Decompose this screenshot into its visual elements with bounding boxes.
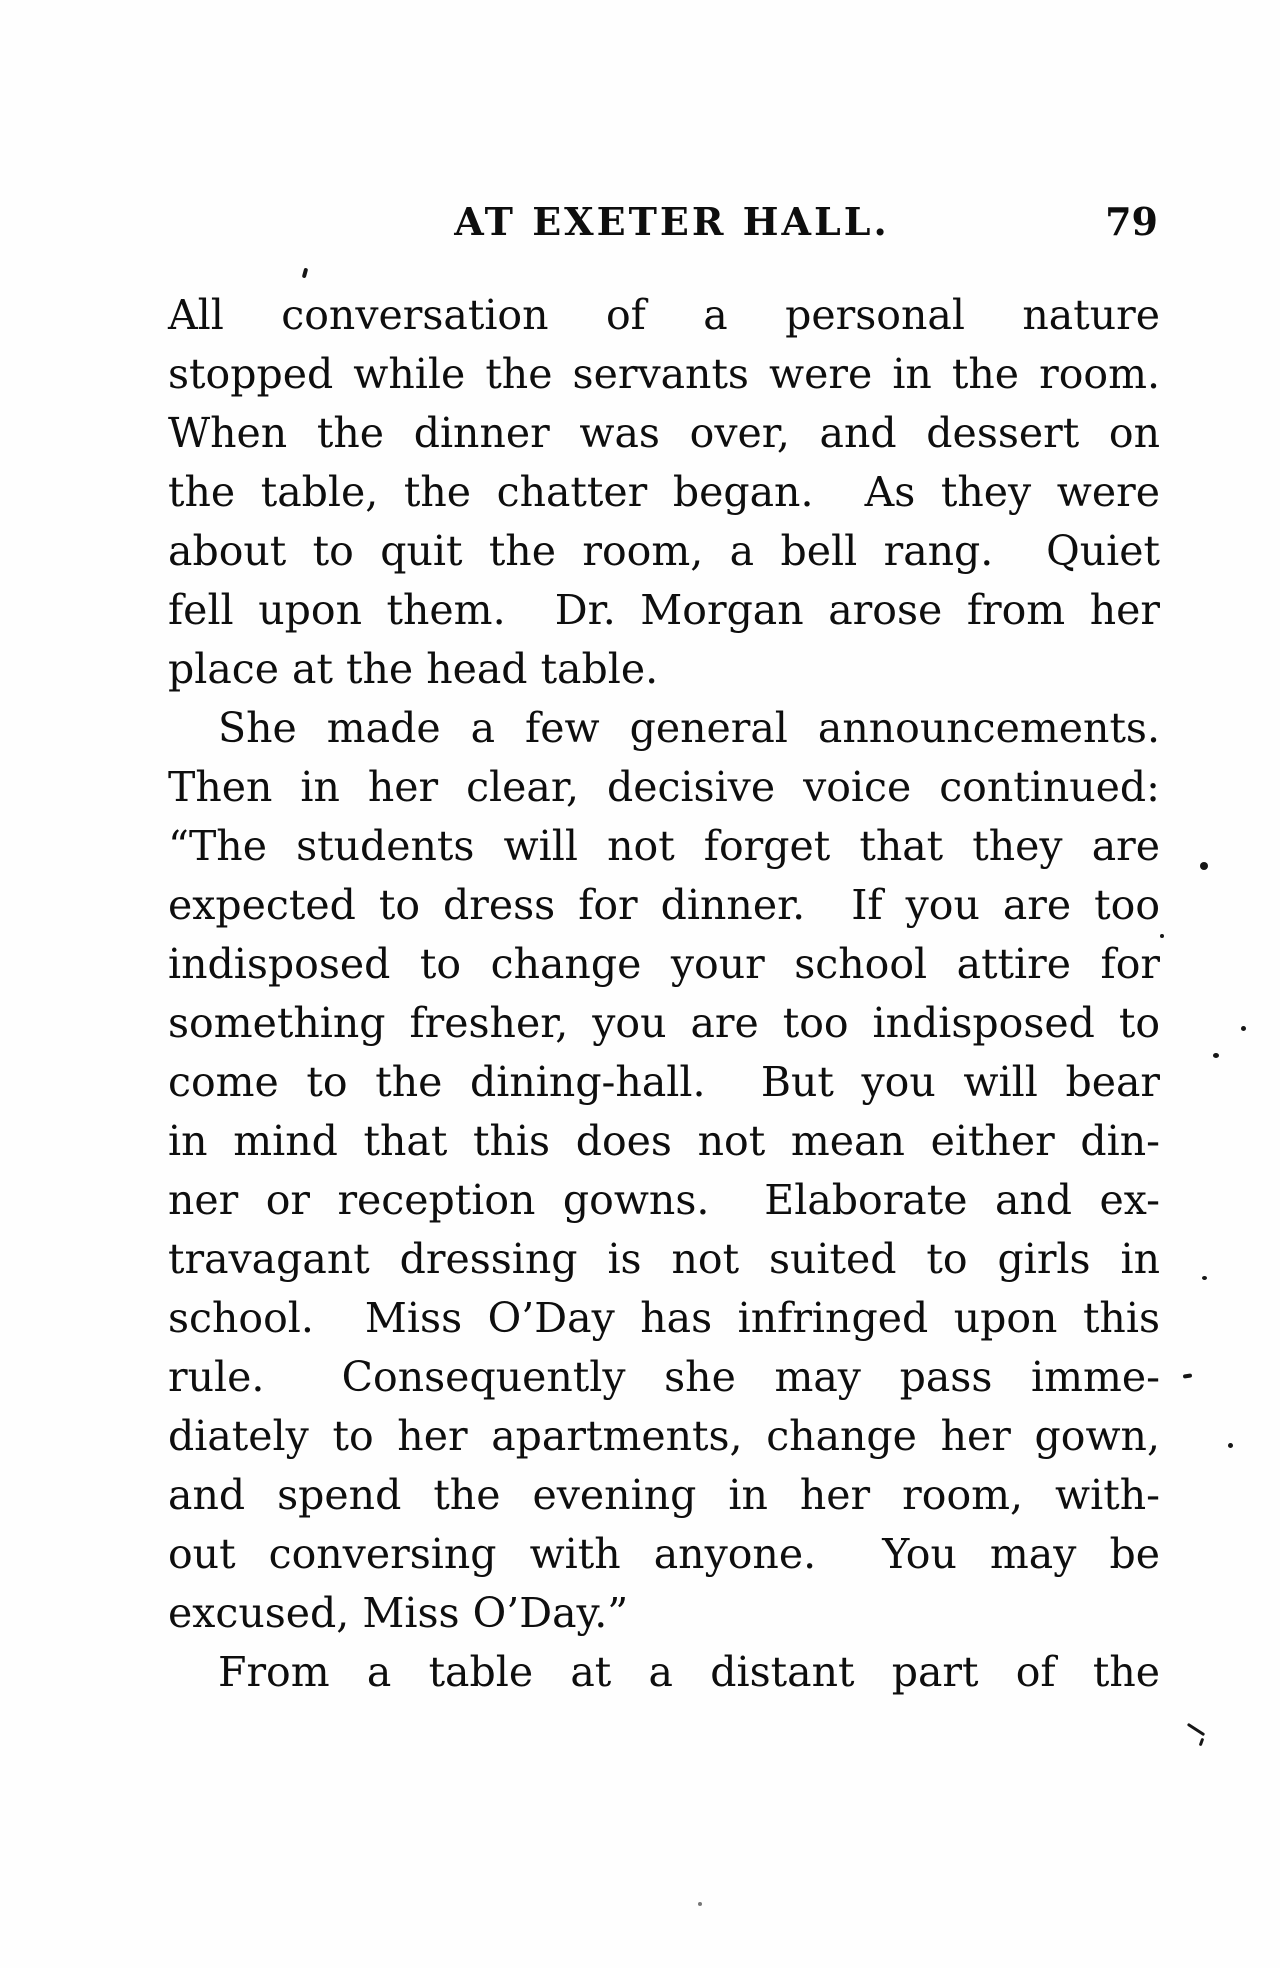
- text-line: fell upon them. Dr. Morgan arose from her: [168, 586, 1160, 634]
- text-line: “The students will not forget that they are: [168, 822, 1160, 870]
- text-line: something fresher, you are too indisposed to: [168, 999, 1160, 1047]
- page-body: [168, 286, 1160, 1702]
- text-line: travagant dressing is not suited to girls in: [168, 1235, 1160, 1283]
- text-line: She made a few general announcements.: [218, 704, 1160, 752]
- scan-artifact: [1241, 1026, 1246, 1031]
- scan-artifact: [1200, 862, 1208, 870]
- scan-artifact: [302, 268, 308, 279]
- scan-artifact: [698, 1902, 702, 1906]
- scan-artifact: [1213, 1053, 1219, 1058]
- text-line: rule. Consequently she may pass imme-: [168, 1353, 1160, 1401]
- text-line: place at the head table.: [168, 645, 659, 693]
- scan-artifact: [1160, 934, 1164, 938]
- scan-artifact: [1228, 1443, 1233, 1448]
- text-line: the table, the chatter began. As they were: [168, 468, 1160, 516]
- page-number: 79: [1105, 199, 1158, 244]
- running-header-title: AT EXETER HALL.: [454, 199, 890, 244]
- scan-artifact: [1187, 1723, 1205, 1736]
- text-line: expected to dress for dinner. If you are too: [168, 881, 1160, 929]
- text-line: All conversation of a personal nature: [168, 291, 1160, 339]
- text-line: Then in her clear, decisive voice continued:: [168, 763, 1160, 811]
- text-line: When the dinner was over, and dessert on: [168, 409, 1160, 457]
- text-line: ner or reception gowns. Elaborate and ex-: [168, 1176, 1160, 1224]
- running-header: [168, 200, 1160, 250]
- scan-artifact: [1183, 1373, 1192, 1378]
- text-line: come to the dining-hall. But you will bear: [168, 1058, 1160, 1106]
- text-line: and spend the evening in her room, with-: [168, 1471, 1160, 1519]
- text-line: in mind that this does not mean either din-: [168, 1117, 1160, 1165]
- text-line: school. Miss O’Day has infringed upon this: [168, 1294, 1160, 1342]
- text-line: stopped while the servants were in the room.: [168, 350, 1160, 398]
- text-line: From a table at a distant part of the: [218, 1648, 1160, 1696]
- text-line: out conversing with anyone. You may be: [168, 1530, 1160, 1578]
- text-line: diately to her apartments, change her gown,: [168, 1412, 1160, 1460]
- text-line: about to quit the room, a bell rang. Quiet: [168, 527, 1160, 575]
- text-line: excused, Miss O’Day.”: [168, 1589, 629, 1637]
- scan-artifact: [1202, 1276, 1207, 1280]
- text-line: indisposed to change your school attire for: [168, 940, 1160, 988]
- scan-artifact: [1199, 1738, 1205, 1747]
